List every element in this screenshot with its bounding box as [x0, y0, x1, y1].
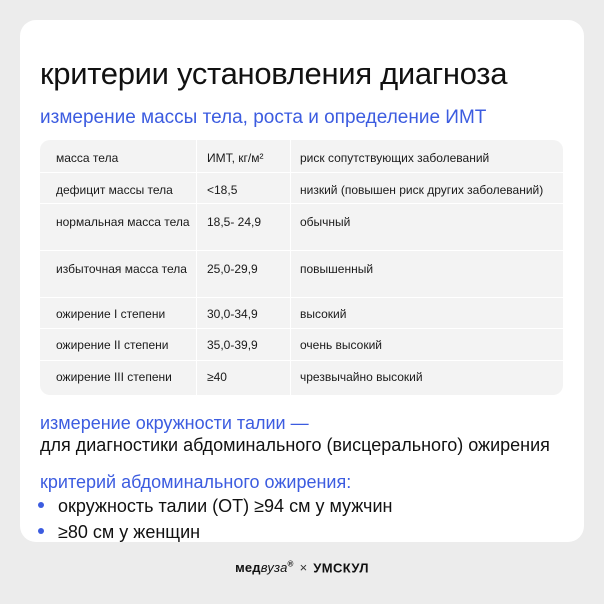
bmi-table	[40, 140, 563, 395]
table-cell: повышенный	[300, 262, 374, 276]
table-cell: 35,0-39,9	[207, 338, 258, 352]
header-cell: ИМТ, кг/м²	[207, 151, 264, 165]
table-cell: <18,5	[207, 183, 238, 197]
page-title: критерии установления диагноза	[40, 56, 508, 91]
list-item	[38, 496, 392, 517]
table-cell: избыточная масса тела	[56, 262, 187, 276]
table-cell: дефицит массы тела	[56, 183, 173, 197]
table-header-row	[40, 140, 563, 173]
table-cell: ≥40	[207, 370, 227, 384]
times-icon: ×	[299, 560, 308, 576]
table-cell: чрезвычайно высокий	[300, 370, 423, 384]
table-cell: 18,5- 24,9	[207, 215, 262, 229]
logo-text: мед	[235, 560, 261, 576]
table-row	[40, 298, 563, 329]
table-cell: обычный	[300, 215, 351, 229]
umskul-logo: УМСКУЛ	[313, 560, 369, 576]
content-card	[20, 20, 584, 542]
table-cell: ожирение I степени	[56, 307, 166, 321]
table-cell: очень высокий	[300, 338, 383, 352]
table-row	[40, 251, 563, 298]
table-cell: 25,0-29,9	[207, 262, 258, 276]
table-row	[40, 361, 563, 395]
table-row	[40, 173, 563, 204]
waist-text: для диагностики абдоминального (висцерального) ожирения	[40, 435, 550, 455]
logo-text: вуза	[260, 560, 288, 576]
list-item-text: окружность талии (ОТ) ≥94 см у мужчин	[58, 496, 393, 516]
header-cell: риск сопутствующих заболеваний	[300, 151, 490, 165]
table-cell: 30,0-34,9	[207, 307, 258, 321]
waist-heading: измерение окружности талии —	[40, 413, 309, 433]
table-row	[40, 329, 563, 361]
bullet-dot-icon	[38, 528, 44, 534]
section-subtitle: измерение массы тела, роста и определение ИМТ	[40, 107, 487, 128]
table-cell: нормальная масса тела	[56, 215, 190, 229]
table-cell: низкий (повышен риск других заболеваний)	[300, 183, 544, 197]
table-cell: высокий	[300, 307, 347, 321]
bullet-dot-icon	[38, 502, 44, 508]
medvuza-logo	[235, 560, 294, 575]
table-cell: ожирение III степени	[56, 370, 172, 384]
list-item	[38, 522, 200, 543]
header-cell: масса тела	[56, 151, 119, 165]
table-row	[40, 204, 563, 251]
registered-mark: ®	[287, 560, 294, 569]
criterion-heading: критерий абдоминального ожирения:	[40, 472, 352, 492]
list-item-text: ≥80 см у женщин	[58, 522, 201, 542]
table-cell: ожирение II степени	[56, 338, 169, 352]
footer-brands	[0, 560, 604, 575]
